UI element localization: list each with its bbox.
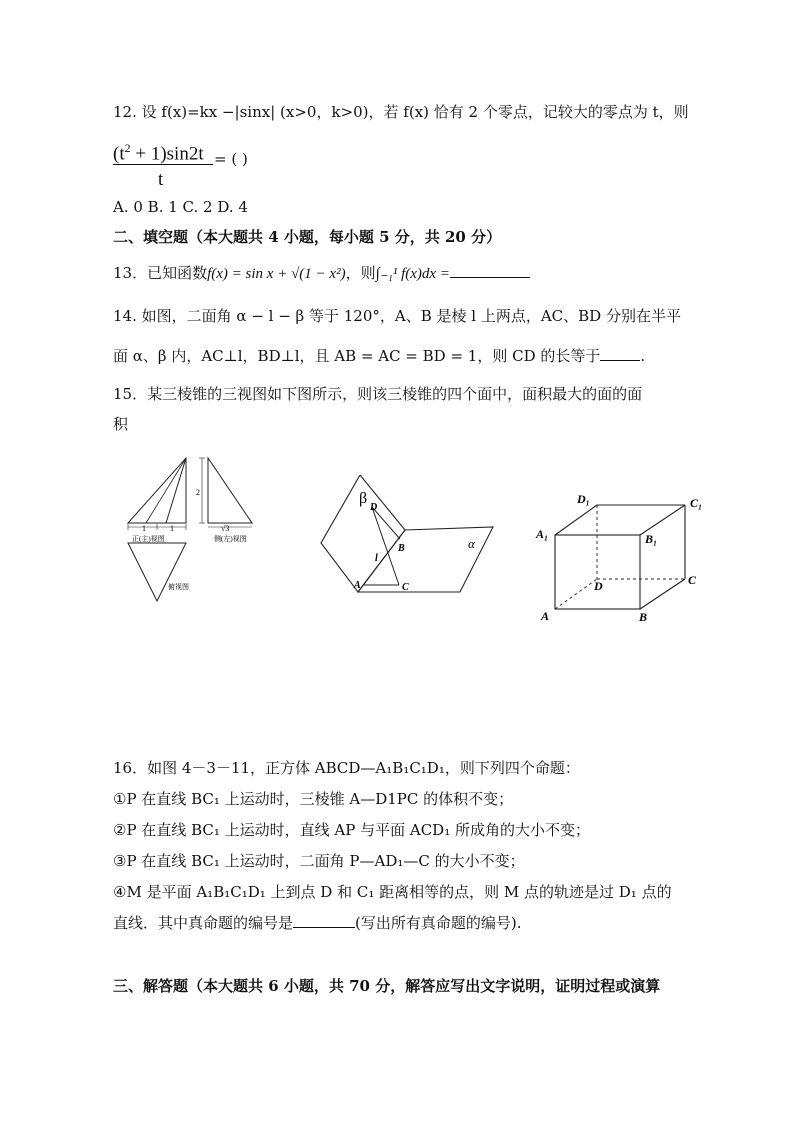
cube-figure xyxy=(535,488,715,628)
top-view-label: 俯视图 xyxy=(168,583,189,591)
label-B1: B₁ xyxy=(645,532,658,546)
q13-integral: ∫₋₁¹ f(x)dx = xyxy=(375,266,450,282)
label-A: A xyxy=(354,580,361,591)
q12-fraction-numerator: $(t^2 + 1)\sin 2t$ xyxy=(113,141,204,165)
q12-options: A. 0 B. 1 C. 2 D. 4 xyxy=(113,198,248,216)
label-C: C xyxy=(688,573,697,587)
three-views-figure xyxy=(120,455,265,605)
q13-answer-blank[interactable] xyxy=(450,263,530,278)
label-l: l xyxy=(375,553,378,564)
q16-prop1: ①P 在直线 BC₁ 上运动时，三棱锥 A—D1PC 的体积不变； xyxy=(113,790,514,808)
q16-prop3: ③P 在直线 BC₁ 上运动时，二面角 P—AD₁—C 的大小不变； xyxy=(113,852,525,870)
label-D: D xyxy=(370,502,378,513)
section2-title: 二、填空题（本大题共 4 小题，每小题 5 分，共 20 分） xyxy=(113,228,502,246)
q12-fraction-bar xyxy=(113,164,213,165)
q16-prop4: ④M 是平面 A₁B₁C₁D₁ 上到点 D 和 C₁ 距离相等的点，则 M 点的轨迹是过 D₁ 点的 xyxy=(113,883,672,901)
front-view-label: 正(主)视图 xyxy=(132,535,165,543)
dim-2: 2 xyxy=(196,488,200,497)
dim-1b: 1 xyxy=(170,524,174,533)
label-C: C xyxy=(402,582,409,593)
q16-line-answer: 直线．其中真命题的编号是 (写出所有真命题的编号). xyxy=(113,914,522,932)
q15-line1: 15．某三棱锥的三视图如下图所示，则该三棱锥的四个面中，面积最大的面的面 xyxy=(113,385,643,403)
q14-line1: 14. 如图，二面角 α − l − β 等于 120°，A、B 是棱 l 上两点，AC、BD 分别在半平 xyxy=(113,307,681,325)
dihedral-figure xyxy=(320,475,500,600)
label-C1: C₁ xyxy=(690,496,703,510)
label-A1: A₁ xyxy=(536,527,549,541)
label-D1: D₁ xyxy=(577,492,590,506)
q15-line2: 积 xyxy=(113,415,129,433)
label-B: B xyxy=(639,610,648,624)
label-alpha: α xyxy=(468,536,475,551)
q12-fraction-denominator: t xyxy=(158,169,164,190)
q13-line: 13．已知函数f(x) = sin x + √(1 − x²)，则∫₋₁¹ f(x)dx = xyxy=(113,263,530,284)
dim-sqrt3: √3 xyxy=(221,524,230,533)
q13-function: f(x) = sin x + √(1 − x²) xyxy=(207,266,346,282)
q12-answer-paren: = ( ) xyxy=(214,150,248,168)
label-D: D xyxy=(594,579,603,593)
q12-line1: 12. 设 f(x)=kx −|sinx| (x>0，k>0)，若 f(x) 恰有 2 个零点，记较大的零点为 t，则 xyxy=(113,103,689,121)
q14-answer-blank[interactable] xyxy=(600,346,640,361)
q16-answer-blank[interactable] xyxy=(293,913,355,928)
q16-prop2: ②P 在直线 BC₁ 上运动时，直线 AP 与平面 ACD₁ 所成角的大小不变； xyxy=(113,821,590,839)
label-beta: β xyxy=(359,490,368,507)
side-view-label: 侧(左)视图 xyxy=(214,535,247,543)
dim-1a: 1 xyxy=(142,524,146,533)
label-B: B xyxy=(398,543,405,554)
label-A: A xyxy=(541,609,550,623)
q16-line1: 16．如图 4－3－11，正方体 ABCD—A₁B₁C₁D₁，则下列四个命题： xyxy=(113,759,580,777)
q14-line2: 面 α、β 内，AC⊥l，BD⊥l，且 AB = AC = BD = 1，则 CD 的长等于 . xyxy=(113,347,646,365)
section3-title: 三、解答题（本大题共 6 小题，共 70 分，解答应写出文字说明，证明过程或演算 xyxy=(113,977,661,995)
